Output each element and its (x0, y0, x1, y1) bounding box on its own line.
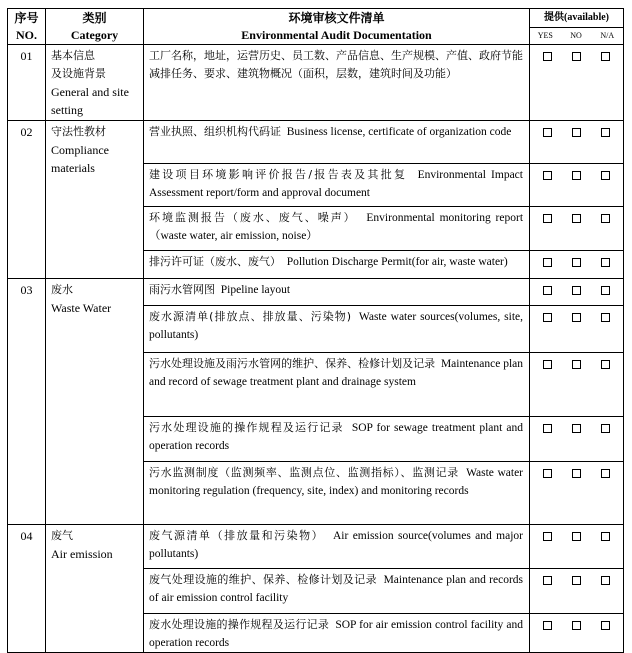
checkbox-no[interactable] (572, 313, 581, 322)
document-item-zh: 废水处理设施的操作规程及运行记录 (149, 618, 330, 631)
table-row (8, 121, 624, 164)
category-zh: 废水 (51, 283, 73, 296)
document-item-zh: 建设项目环境影响评价报告/报告表及其批复 (149, 168, 408, 181)
document-item-zh: 工厂名称，地址，运营历史、员工数、产品信息、生产规模、产值、政府节能减排任务、要求、建筑物概况（面积，层数，建筑时间及功能） (149, 49, 523, 80)
checkbox-yes[interactable] (543, 532, 552, 541)
category-en: Compliance materials (51, 143, 109, 175)
availability-cell (530, 279, 624, 306)
document-item-en: Pipeline layout (220, 284, 291, 296)
category-cell (46, 279, 144, 525)
checkbox-yes[interactable] (543, 258, 552, 267)
checkbox-yes[interactable] (543, 128, 552, 137)
checkbox-no[interactable] (572, 214, 581, 223)
availability-cell (530, 164, 624, 207)
checkbox-no[interactable] (572, 286, 581, 295)
document-item-en: Waste water monitoring regulation (frequency, site, index) and monitoring records (149, 467, 524, 497)
document-item-zh: 环境监测报告（废水、废气、噪声） (149, 211, 357, 224)
category-zh: 废气 (51, 529, 73, 542)
row-number: 04 (8, 525, 46, 653)
header-category-zh: 类别 (82, 11, 107, 25)
checkbox-na[interactable] (601, 128, 610, 137)
availability-cell (530, 251, 624, 279)
document-item-zh: 污水处理设施及雨污水管网的维护、保养、检修计划及记录 (149, 357, 436, 370)
availability-cell (530, 306, 624, 353)
availability-cell (530, 614, 624, 653)
document-item-en: Waste water sources(volumes, site, pollutants) (149, 311, 523, 341)
header-doc-en: Environmental Audit Documentation (241, 28, 432, 42)
document-item (144, 525, 530, 569)
category-zh: 守法性教材 (51, 125, 106, 138)
table-row (8, 525, 624, 569)
checkbox-no[interactable] (572, 469, 581, 478)
checkbox-no[interactable] (572, 576, 581, 585)
checkbox-no[interactable] (572, 424, 581, 433)
document-item-en: Business license, certificate of organization code (286, 126, 512, 138)
checkbox-yes[interactable] (543, 424, 552, 433)
document-item-zh: 污水处理设施的操作规程及运行记录 (149, 421, 344, 434)
category-cell (46, 525, 144, 653)
header-no-option: NO (561, 28, 592, 45)
table-row (8, 45, 624, 121)
checkbox-na[interactable] (601, 171, 610, 180)
row-number: 01 (8, 45, 46, 121)
document-item (144, 251, 530, 279)
header-category-en: Category (70, 28, 119, 42)
checkbox-no[interactable] (572, 171, 581, 180)
document-item-zh: 雨污水管网图 (149, 283, 215, 296)
category-en: Air emission (51, 547, 113, 561)
checkbox-na[interactable] (601, 214, 610, 223)
category-cell (46, 121, 144, 279)
checkbox-na[interactable] (601, 258, 610, 267)
checkbox-yes[interactable] (543, 313, 552, 322)
row-number: 03 (8, 279, 46, 525)
header-no-zh: 序号 (14, 11, 39, 25)
availability-cell (530, 121, 624, 164)
document-item (144, 279, 530, 306)
document-item (144, 569, 530, 614)
checkbox-no[interactable] (572, 52, 581, 61)
checkbox-no[interactable] (572, 258, 581, 267)
header-no (8, 9, 46, 45)
availability-cell (530, 207, 624, 251)
checkbox-yes[interactable] (543, 469, 552, 478)
checkbox-na[interactable] (601, 424, 610, 433)
document-item-zh: 污水监测制度（监测频率、监测点位、监测指标）、监测记录 (149, 466, 459, 479)
checkbox-na[interactable] (601, 313, 610, 322)
availability-cell (530, 462, 624, 525)
header-na: N/A (592, 28, 624, 45)
checkbox-na[interactable] (601, 576, 610, 585)
document-item (144, 306, 530, 353)
checkbox-yes[interactable] (543, 576, 552, 585)
document-item-en: Air emission source(volumes and major pollutants) (149, 530, 524, 560)
checkbox-yes[interactable] (543, 171, 552, 180)
document-item-zh: 营业执照、组织机构代码证 (149, 125, 281, 138)
checkbox-yes[interactable] (543, 621, 552, 630)
document-item (144, 164, 530, 207)
document-item-en: SOP for sewage treatment plant and operation records (149, 422, 523, 452)
document-item (144, 121, 530, 164)
category-en: Waste Water (51, 301, 112, 315)
checkbox-na[interactable] (601, 360, 610, 369)
document-item-zh: 废气源清单（排放量和污染物） (149, 529, 325, 542)
document-item-zh: 废水源清单(排放点、排放量、污染物) (149, 310, 352, 323)
checkbox-no[interactable] (572, 128, 581, 137)
checkbox-na[interactable] (601, 286, 610, 295)
availability-cell (530, 525, 624, 569)
document-item (144, 207, 530, 251)
availability-cell (530, 417, 624, 462)
availability-cell (530, 353, 624, 417)
availability-cell (530, 45, 624, 121)
document-item-en: Environmental monitoring report （waste water, air emission, noise） (149, 212, 524, 242)
checkbox-yes[interactable] (543, 286, 552, 295)
document-item (144, 417, 530, 462)
category-cell (46, 45, 144, 121)
checkbox-na[interactable] (601, 469, 610, 478)
header-no-en: NO. (16, 28, 37, 42)
checkbox-na[interactable] (601, 532, 610, 541)
header-documentation (144, 9, 530, 45)
table-row (8, 279, 624, 306)
document-item-en: Maintenance plan and records of air emission control facility (149, 574, 524, 604)
document-item (144, 462, 530, 525)
checkbox-yes[interactable] (543, 360, 552, 369)
checkbox-no[interactable] (572, 621, 581, 630)
checkbox-yes[interactable] (543, 52, 552, 61)
document-item-en: SOP for air emission control facility and operation records (149, 619, 523, 649)
checkbox-yes[interactable] (543, 214, 552, 223)
category-zh-line2: 及设施背景 (51, 67, 106, 80)
document-item (144, 353, 530, 417)
document-item-zh: 排污许可证（废水、废气） (149, 255, 281, 268)
checkbox-no[interactable] (572, 360, 581, 369)
header-category (46, 9, 144, 45)
row-number: 02 (8, 121, 46, 279)
checkbox-na[interactable] (601, 52, 610, 61)
header-doc-zh: 环境审核文件清单 (288, 11, 385, 25)
document-item-en: Pollution Discharge Permit(for air, waste water) (286, 256, 508, 268)
header-yes: YES (530, 28, 561, 45)
checkbox-na[interactable] (601, 621, 610, 630)
category-zh: 基本信息 (51, 49, 95, 62)
document-item (144, 614, 530, 653)
category-en: General and site setting (51, 85, 129, 117)
document-item (144, 45, 530, 121)
header-available: 提供(available) (530, 9, 624, 28)
document-item-zh: 废气处理设施的维护、保养、检修计划及记录 (149, 573, 377, 586)
document-item-en: Maintenance plan and record of sewage treatment plant and drainage system (149, 358, 524, 388)
checkbox-no[interactable] (572, 532, 581, 541)
document-item-en: Environmental Impact Assessment report/form and approval document (149, 169, 523, 199)
availability-cell (530, 569, 624, 614)
audit-checklist-table (7, 8, 624, 653)
